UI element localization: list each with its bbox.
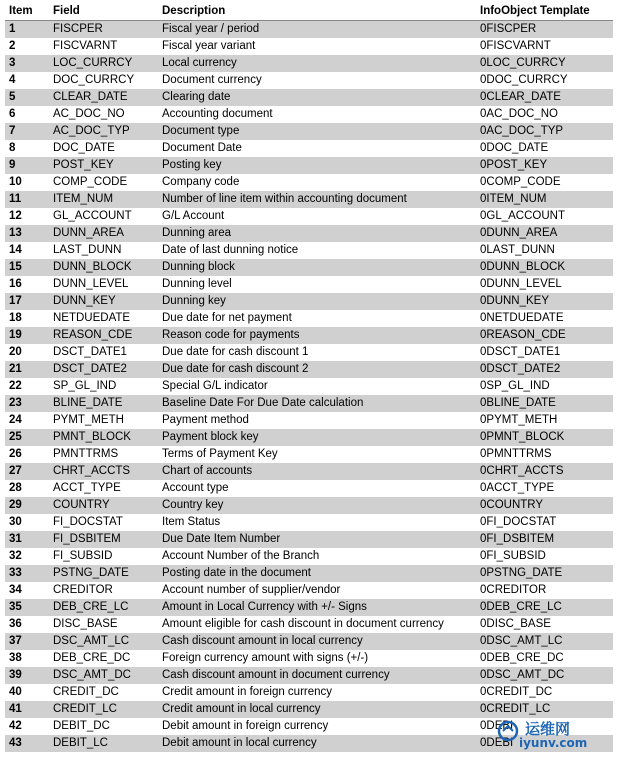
cell-field: CREDIT_LC (53, 703, 117, 715)
cell-item: 16 (9, 278, 22, 290)
table-header-row (5, 3, 613, 21)
cell-item: 11 (9, 193, 22, 205)
cell-template: 0AC_DOC_TYP (480, 125, 564, 137)
table-row (5, 667, 613, 684)
table-row (5, 429, 613, 446)
table-row (5, 38, 613, 55)
cell-description: Amount eligible for cash discount in document currency (162, 618, 444, 630)
table-row (5, 242, 613, 259)
cell-item: 29 (9, 499, 22, 511)
cell-template: 0FI_SUBSID (480, 550, 546, 562)
cell-field: DUNN_BLOCK (53, 261, 132, 273)
cell-item: 33 (9, 567, 22, 579)
cell-template: 0NETDUEDATE (480, 312, 564, 324)
cell-field: BLINE_DATE (53, 397, 123, 409)
cell-field: COMP_CODE (53, 176, 128, 188)
cell-item: 13 (9, 227, 22, 239)
table-row (5, 225, 613, 242)
table-row (5, 89, 613, 106)
cell-template: 0ITEM_NUM (480, 193, 547, 205)
table-row (5, 140, 613, 157)
cell-field: PYMT_METH (53, 414, 124, 426)
table-row (5, 565, 613, 582)
table-row (5, 599, 613, 616)
cell-field: GL_ACCOUNT (53, 210, 132, 222)
table-row (5, 157, 613, 174)
cell-item: 3 (9, 57, 16, 69)
cell-field: DOC_CURRCY (53, 74, 135, 86)
cell-field: FI_SUBSID (53, 550, 113, 562)
cell-item: 41 (9, 703, 22, 715)
cell-description: Dunning key (162, 295, 226, 307)
table-row (5, 616, 613, 633)
cell-template: 0FI_DOCSTAT (480, 516, 557, 528)
cell-field: DEBIT_DC (53, 720, 110, 732)
cell-description: Fiscal year / period (162, 23, 260, 35)
table-row (5, 582, 613, 599)
cell-template: 0DUNN_AREA (480, 227, 558, 239)
cell-item: 23 (9, 397, 22, 409)
cell-item: 26 (9, 448, 22, 460)
cell-template: 0COMP_CODE (480, 176, 561, 188)
cell-description: Account Number of the Branch (162, 550, 320, 562)
header-item: Item (9, 5, 33, 17)
cell-field: COUNTRY (53, 499, 110, 511)
cell-field: DSCT_DATE1 (53, 346, 127, 358)
cell-item: 22 (9, 380, 22, 392)
cell-template: 0CLEAR_DATE (480, 91, 561, 103)
table-row (5, 293, 613, 310)
table-row (5, 174, 613, 191)
cell-description: Dunning area (162, 227, 232, 239)
table-row (5, 208, 613, 225)
table-row (5, 310, 613, 327)
cell-description: Reason code for payments (162, 329, 300, 341)
cell-item: 34 (9, 584, 22, 596)
watermark (497, 718, 609, 752)
cell-item: 10 (9, 176, 22, 188)
cell-template: 0DOC_CURRCY (480, 74, 568, 86)
table-row (5, 106, 613, 123)
cell-description: Posting date in the document (162, 567, 311, 579)
cell-description: Debit amount in local currency (162, 737, 317, 749)
cell-field: DUNN_AREA (53, 227, 124, 239)
cell-item: 2 (9, 40, 16, 52)
cell-field: CREDITOR (53, 584, 113, 596)
cell-template: 0DUNN_KEY (480, 295, 550, 307)
cell-description: Clearing date (162, 91, 231, 103)
cell-description: Credit amount in foreign currency (162, 686, 333, 698)
watermark-name: 运维网 (525, 720, 571, 738)
cell-description: Cash discount amount in local currency (162, 635, 363, 647)
cell-field: DEB_CRE_DC (53, 652, 131, 664)
cell-item: 35 (9, 601, 22, 613)
cell-template: 0DEB_CRE_LC (480, 601, 562, 613)
infoobject-table (5, 3, 613, 752)
table-row (5, 395, 613, 412)
table-row (5, 684, 613, 701)
header-field: Field (53, 5, 80, 17)
cell-template: 0PYMT_METH (480, 414, 558, 426)
cell-item: 18 (9, 312, 22, 324)
header-description: Description (162, 5, 226, 17)
cell-field: DISC_BASE (53, 618, 118, 630)
cell-description: Terms of Payment Key (162, 448, 278, 460)
cell-description: Posting key (162, 159, 222, 171)
cell-item: 32 (9, 550, 22, 562)
table-row (5, 327, 613, 344)
cell-description: Due date for cash discount 2 (162, 363, 309, 375)
cell-item: 7 (9, 125, 16, 137)
cell-template: 0PMNT_BLOCK (480, 431, 565, 443)
cell-field: REASON_CDE (53, 329, 133, 341)
cell-item: 25 (9, 431, 22, 443)
cell-field: DSCT_DATE2 (53, 363, 127, 375)
cell-template: 0DEBI (480, 720, 514, 732)
cell-item: 5 (9, 91, 16, 103)
cell-item: 43 (9, 737, 22, 749)
cell-item: 9 (9, 159, 16, 171)
cell-template: 0COUNTRY (480, 499, 544, 511)
cell-description: Document Date (162, 142, 242, 154)
cell-description: Foreign currency amount with signs (+/-) (162, 652, 369, 664)
cell-description: Item Status (162, 516, 221, 528)
cell-template: 0POST_KEY (480, 159, 548, 171)
cell-template: 0DEB_CRE_DC (480, 652, 564, 664)
cell-description: Account type (162, 482, 229, 494)
cell-item: 19 (9, 329, 22, 341)
cell-item: 6 (9, 108, 16, 120)
table-row (5, 191, 613, 208)
cell-field: SP_GL_IND (53, 380, 117, 392)
cell-description: Document type (162, 125, 240, 137)
cell-description: Country key (162, 499, 224, 511)
cell-description: Dunning block (162, 261, 235, 273)
cell-description: Payment method (162, 414, 249, 426)
cell-template: 0DEBI (480, 737, 514, 749)
cell-field: AC_DOC_NO (53, 108, 125, 120)
cell-item: 42 (9, 720, 22, 732)
table-row (5, 412, 613, 429)
cell-template: 0CHRT_ACCTS (480, 465, 564, 477)
cell-item: 27 (9, 465, 22, 477)
cell-field: AC_DOC_TYP (53, 125, 130, 137)
table-body (5, 21, 613, 753)
cell-template: 0SP_GL_IND (480, 380, 550, 392)
cell-description: Cash discount amount in document currency (162, 669, 390, 681)
cell-description: Due date for net payment (162, 312, 292, 324)
table-row (5, 344, 613, 361)
table-row (5, 480, 613, 497)
cell-description: G/L Account (162, 210, 225, 222)
cell-template: 0PSTNG_DATE (480, 567, 563, 579)
cell-item: 24 (9, 414, 22, 426)
cell-field: PMNT_BLOCK (53, 431, 131, 443)
table-row (5, 633, 613, 650)
cell-field: NETDUEDATE (53, 312, 131, 324)
cell-template: 0DSCT_DATE1 (480, 346, 561, 358)
cell-template: 0DSCT_DATE2 (480, 363, 561, 375)
cell-template: 0CREDIT_DC (480, 686, 553, 698)
cell-description: Fiscal year variant (162, 40, 256, 52)
header-infoobject-template: InfoObject Template (480, 5, 590, 17)
watermark-url: iyunv.com (519, 736, 588, 750)
cell-template: 0LOC_CURRCY (480, 57, 566, 69)
cell-description: Credit amount in local currency (162, 703, 321, 715)
cell-field: FISCPER (53, 23, 103, 35)
table-row (5, 463, 613, 480)
cell-item: 37 (9, 635, 22, 647)
cell-description: Baseline Date For Due Date calculation (162, 397, 364, 409)
cell-field: DSC_AMT_LC (53, 635, 130, 647)
cell-item: 36 (9, 618, 22, 630)
cell-template: 0REASON_CDE (480, 329, 566, 341)
table-row (5, 361, 613, 378)
cell-item: 8 (9, 142, 16, 154)
cell-description: Special G/L indicator (162, 380, 268, 392)
cell-description: Date of last dunning notice (162, 244, 299, 256)
cell-item: 17 (9, 295, 22, 307)
table-row (5, 123, 613, 140)
cell-field: POST_KEY (53, 159, 114, 171)
cell-field: DEBIT_LC (53, 737, 108, 749)
cell-template: 0DUNN_LEVEL (480, 278, 562, 290)
cell-field: DUNN_LEVEL (53, 278, 129, 290)
cell-template: 0FI_DSBITEM (480, 533, 555, 545)
cell-item: 4 (9, 74, 16, 86)
cell-field: DSC_AMT_DC (53, 669, 131, 681)
cell-item: 28 (9, 482, 22, 494)
cell-template: 0DISC_BASE (480, 618, 551, 630)
cell-template: 0FISCVARNT (480, 40, 551, 52)
cell-field: CLEAR_DATE (53, 91, 128, 103)
cell-field: DEB_CRE_LC (53, 601, 129, 613)
table-row (5, 276, 613, 293)
cell-item: 40 (9, 686, 22, 698)
cell-item: 12 (9, 210, 22, 222)
table-row (5, 378, 613, 395)
cell-item: 31 (9, 533, 22, 545)
cell-field: CREDIT_DC (53, 686, 119, 698)
watermark-logo-icon (497, 720, 519, 742)
cell-field: DOC_DATE (53, 142, 115, 154)
cell-field: LAST_DUNN (53, 244, 122, 256)
cell-item: 20 (9, 346, 22, 358)
cell-field: ITEM_NUM (53, 193, 114, 205)
cell-description: Account number of supplier/vendor (162, 584, 341, 596)
cell-item: 30 (9, 516, 22, 528)
cell-item: 1 (9, 23, 16, 35)
cell-description: Document currency (162, 74, 262, 86)
cell-description: Local currency (162, 57, 237, 69)
cell-description: Due date for cash discount 1 (162, 346, 309, 358)
cell-template: 0DOC_DATE (480, 142, 549, 154)
cell-description: Accounting document (162, 108, 273, 120)
cell-template: 0LAST_DUNN (480, 244, 555, 256)
cell-field: LOC_CURRCY (53, 57, 133, 69)
cell-description: Dunning level (162, 278, 232, 290)
cell-field: FI_DOCSTAT (53, 516, 123, 528)
cell-field: PSTNG_DATE (53, 567, 129, 579)
cell-item: 14 (9, 244, 22, 256)
cell-template: 0PMNTTRMS (480, 448, 552, 460)
cell-description: Company code (162, 176, 240, 188)
cell-description: Number of line item within accounting document (162, 193, 407, 205)
cell-template: 0CREDIT_LC (480, 703, 551, 715)
cell-description: Chart of accounts (162, 465, 253, 477)
cell-field: CHRT_ACCTS (53, 465, 131, 477)
table-row (5, 548, 613, 565)
table-row (5, 701, 613, 718)
cell-field: DUNN_KEY (53, 295, 116, 307)
cell-template: 0ACCT_TYPE (480, 482, 555, 494)
cell-item: 38 (9, 652, 22, 664)
cell-template: 0GL_ACCOUNT (480, 210, 565, 222)
cell-description: Payment block key (162, 431, 259, 443)
cell-field: FI_DSBITEM (53, 533, 121, 545)
table-row (5, 55, 613, 72)
cell-template: 0AC_DOC_NO (480, 108, 558, 120)
cell-item: 39 (9, 669, 22, 681)
table-row (5, 497, 613, 514)
cell-template: 0DUNN_BLOCK (480, 261, 565, 273)
cell-field: PMNTTRMS (53, 448, 119, 460)
table-row (5, 72, 613, 89)
table-row (5, 446, 613, 463)
table-row (5, 514, 613, 531)
cell-description: Amount in Local Currency with +/- Signs (162, 601, 367, 613)
cell-description: Due Date Item Number (162, 533, 281, 545)
cell-template: 0FISCPER (480, 23, 537, 35)
table-row (5, 650, 613, 667)
table-row (5, 531, 613, 548)
cell-template: 0CREDITOR (480, 584, 547, 596)
cell-item: 15 (9, 261, 22, 273)
table-row (5, 259, 613, 276)
cell-description: Debit amount in foreign currency (162, 720, 329, 732)
cell-field: ACCT_TYPE (53, 482, 121, 494)
cell-template: 0DSC_AMT_LC (480, 635, 563, 647)
cell-field: FISCVARNT (53, 40, 118, 52)
cell-template: 0BLINE_DATE (480, 397, 556, 409)
table-row (5, 21, 613, 39)
cell-template: 0DSC_AMT_DC (480, 669, 565, 681)
cell-item: 21 (9, 363, 22, 375)
